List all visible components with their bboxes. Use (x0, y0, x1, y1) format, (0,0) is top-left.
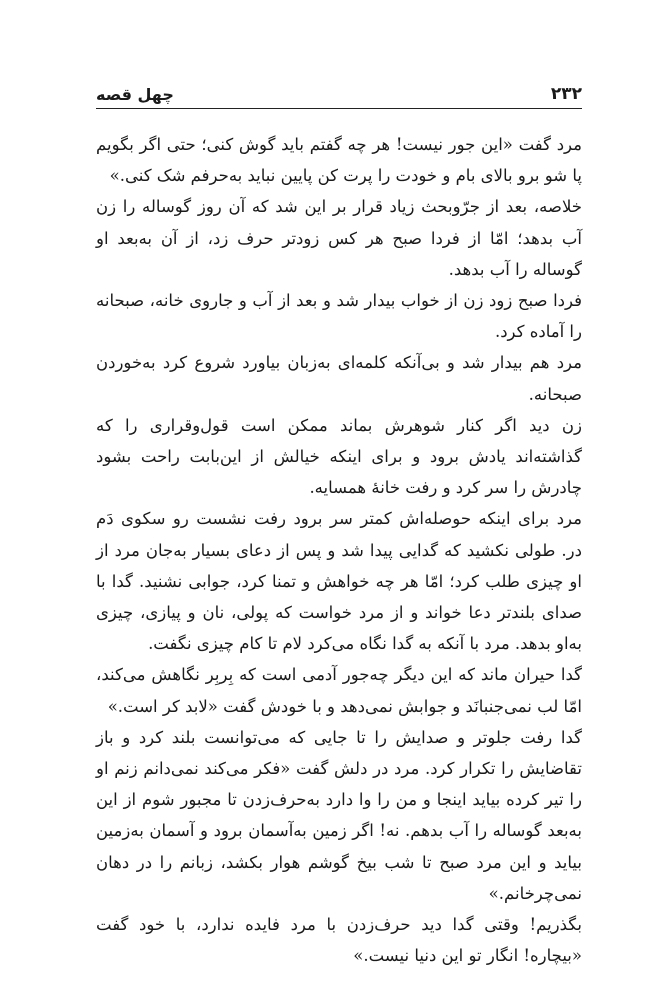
running-header (96, 78, 582, 109)
book-page (96, 78, 582, 971)
page-number: ۲۳۲ (550, 84, 582, 104)
paragraph: خلاصه، بعد از جرّوبحث زیاد قرار بر این شد که آن روز گوساله را زن آب بدهد؛ امّا از فردا صبح هر کس زودتر حرف زد، از آن به‌بعد او گوساله را آب بدهد. (96, 197, 582, 279)
paragraph: زن دید اگر کنار شوهرش بماند ممکن است قول‌وقراری را که گذاشته‌اند یادش برود و برای اینکه خیالش از این‌بابت راحت بشود چادرش را سر کرد و رفت خانهٔ همسایه. (96, 415, 582, 498)
paragraph: مرد برای اینکه حوصله‌اش کمتر سر برود رفت نشست رو سکوی دَم در. طولی نکشید که گدایی پیدا شد و پس از دعای بسیار به‌جان مرد از او چیزی طلب کرد؛ امّا هر چه خواهش و تمنا کرد، جوابی نشنید. گدا با صدای بلندتر دعا خواند و از مرد خواست که پولی، نان و پیازی، چیزی به‌او بدهد. مرد با آنکه به گدا نگاه می‌کرد لام تا کام چیزی نگفت. (96, 509, 582, 654)
story-text (96, 129, 582, 971)
paragraph: مرد هم بیدار شد و بی‌آنکه کلمه‌ای به‌زبان بیاورد شروع کرد به‌خوردن صبحانه. (96, 353, 582, 404)
paragraph: فردا صبح زود زن از خواب بیدار شد و بعد از آب و جاروی خانه، صبحانه را آماده کرد. (96, 291, 582, 342)
paragraph: گدا رفت جلوتر و صدایش را تا جایی که می‌توانست بلند کرد و باز تقاضایش را تکرار کرد. مرد در دلش گفت «فکر می‌کند نمی‌دانم زنم او را تیر کرده بیاید اینجا و من را وا دارد به‌حرف‌زدن تا مجبور شوم از این به‌بعد گوساله را آب بدهم. نه! اگر زمین به‌آسمان برود و آسمان به‌زمین بیاید و این مرد صبح تا شب بیخ گوشم هوار بکشد، زبانم را در دهان نمی‌چرخانم.» (96, 727, 582, 903)
book-title: چهل قصه (96, 85, 174, 104)
paragraph: گدا حیران ماند که این دیگر چه‌جور آدمی است که بِربِر نگاهش می‌کند، امّا لب نمی‌جنبانَد و جوابش نمی‌دهد و با خودش گفت «لابد کر است.» (96, 665, 582, 716)
paragraph: مرد گفت «این جور نیست! هر چه گفتم باید گوش کنی؛ حتی اگر بگویم پا شو برو بالای بام و خودت را پرت کن پایین نباید به‌حرفم شک کنی.» (96, 135, 582, 186)
paragraph: بگذریم! وقتی گدا دید حرف‌زدن با مرد فایده ندارد، با خود گفت «بیچاره! انگار تو این دنیا نیست.» (96, 915, 582, 966)
